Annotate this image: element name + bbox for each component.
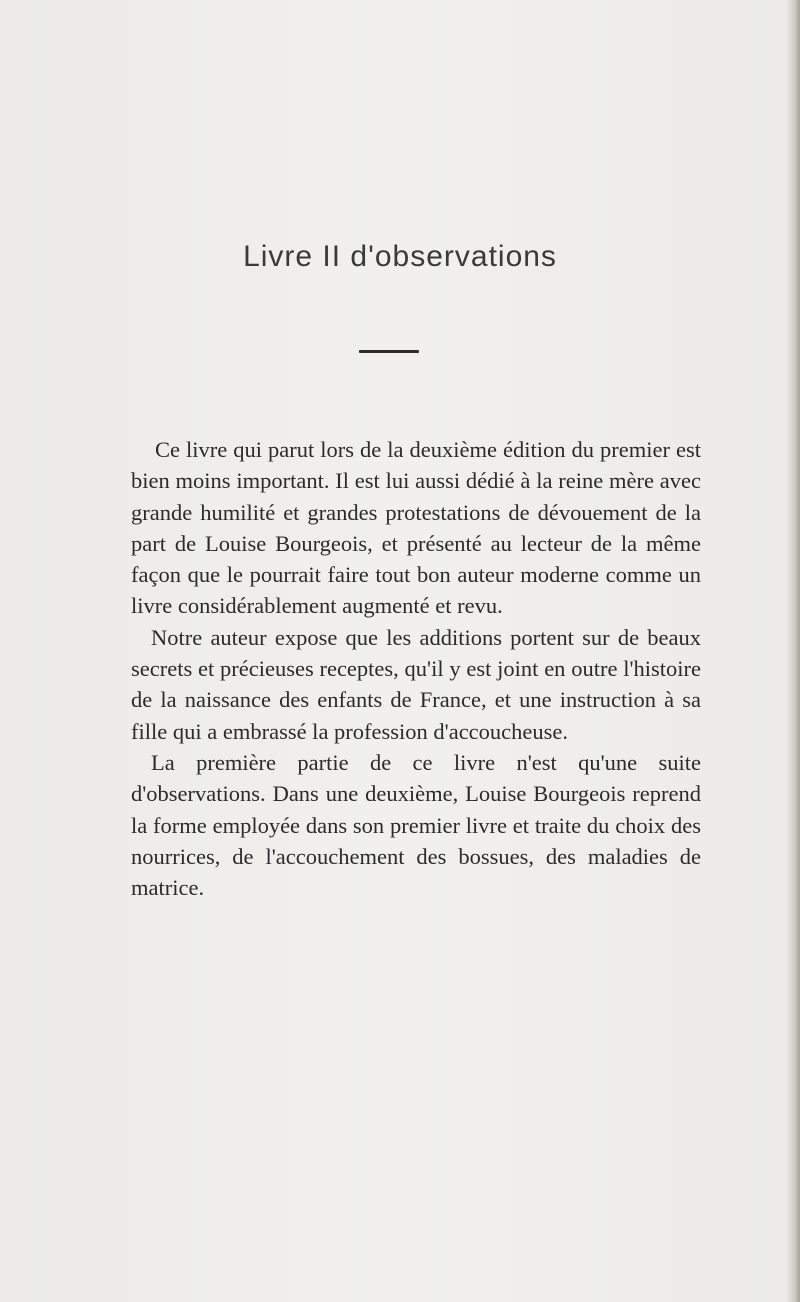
paragraph-3: La première partie de ce livre n'est qu'une suite d'observations. Dans une deuxième, Louise Bourgeois reprend la forme employée dans son premier livre et traite du choix des nourrices, de l'accouchement des bossues, des maladies de matrice. bbox=[131, 749, 701, 901]
paragraph-1: Ce livre qui parut lors de la deuxième édition du premier est bien moins important. Il est lui aussi dédié à la reine mère avec grande humilité et grandes protestations de dévouement de la part de Louise Bourgeois, et présenté au lecteur de la même façon que le pourrait faire tout bon auteur moderne comme un livre considérablement augmenté et revu. bbox=[131, 437, 701, 619]
chapter-body bbox=[131, 434, 701, 903]
chapter-title: Livre II d'observations bbox=[243, 240, 557, 273]
page-edge-shadow bbox=[786, 0, 800, 1302]
paragraph-2: Notre auteur expose que les additions portent sur de beaux secrets et précieuses receptes, qu'il y est joint en outre l'histoire de la naissance des enfants de France, et une instruction à sa fille qui a embrassé la profession d'accoucheuse. bbox=[131, 624, 701, 744]
title-divider bbox=[359, 350, 419, 353]
